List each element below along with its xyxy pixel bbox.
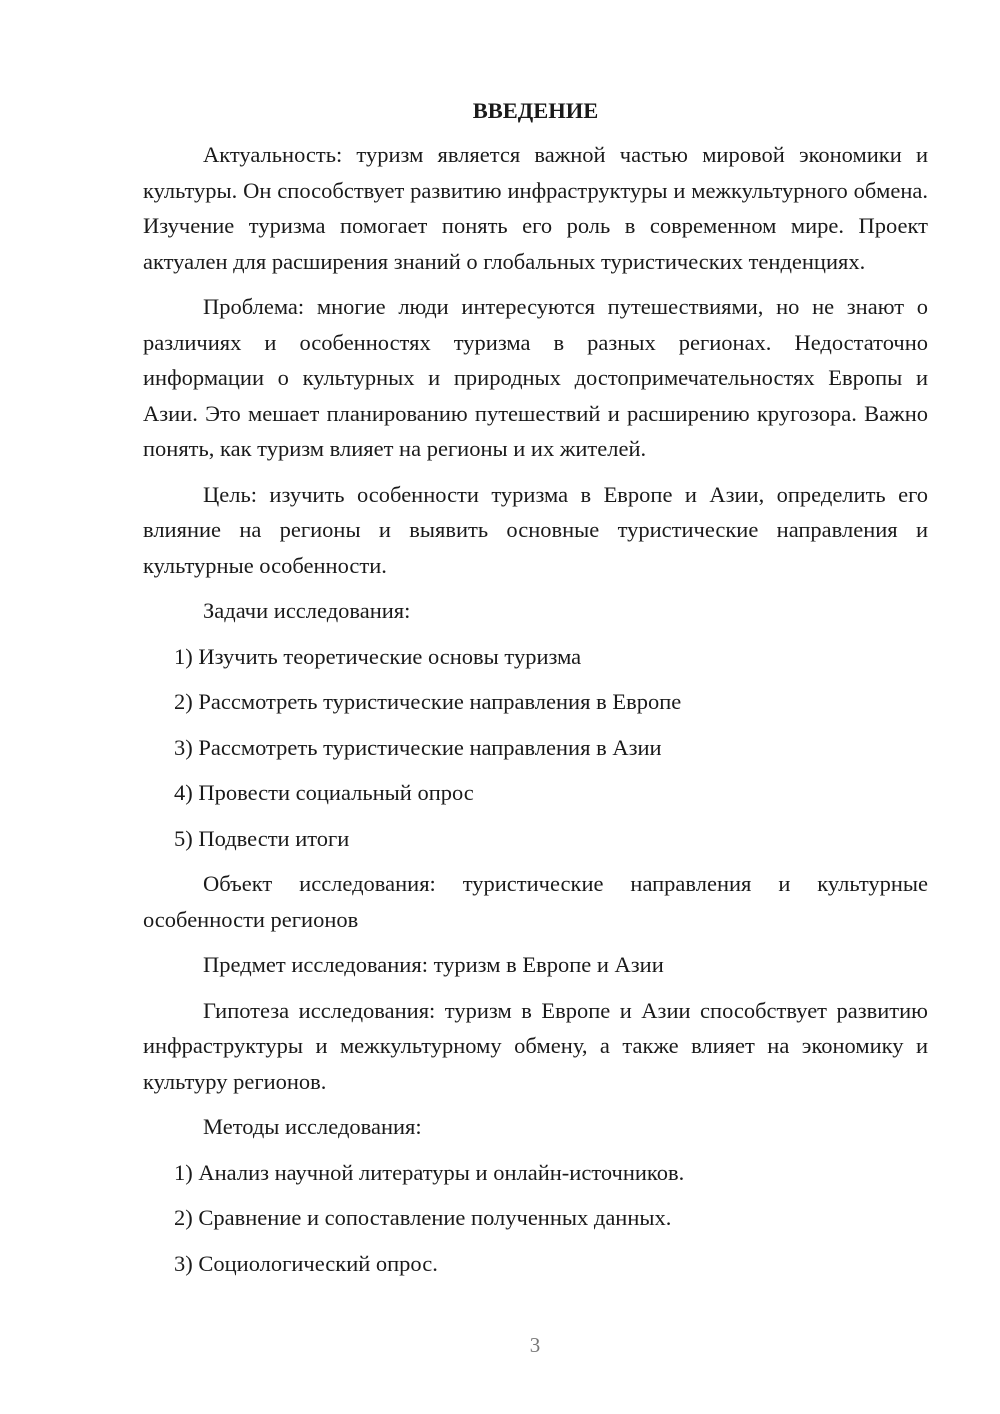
page-content [143,95,928,1291]
task-item: 5) Подвести итоги [174,825,350,851]
subject-paragraph: Предмет исследования: туризм в Европе и Азии [203,952,664,977]
task-item: 1) Изучить теоретические основы туризма [174,643,582,669]
relevance-paragraph: Актуальность: туризм является важной частью мировой экономики и культуры. Он способствует развитию инфраструктуры и межкультурного обмена. Изучение туризма помогает понять его роль в современном мире. Проект актуален для расширения знаний о глобальных туристических тенденциях. [143,142,928,274]
method-item: 1) Анализ научной литературы и онлайн-источников. [174,1159,685,1185]
object-paragraph: Объект исследования: туристические направления и культурные особенности регионов [143,871,928,932]
goal-paragraph: Цель: изучить особенности туризма в Европе и Азии, определить его влияние на регионы и выявить основные туристические направления и культурные особенности. [143,481,928,578]
tasks-heading: Задачи исследования: [203,598,411,623]
method-item: 3) Социологический опрос. [174,1250,438,1276]
problem-paragraph: Проблема: многие люди интересуются путешествиями, но не знают о различиях и особенностях туризма в разных регионах. Недостаточно информации о культурных и природных достопримечательностях Европы и Азии. Это мешает планированию путешествий и расширению кругозора. Важно понять, как туризм влияет на регионы и их жителей. [143,294,928,461]
hypothesis-paragraph: Гипотеза исследования: туризм в Европе и Азии способствует развитию инфраструктуры и межкультурному обмену, а также влияет на экономику и культуру регионов. [143,997,928,1094]
page-number: 3 [529,1333,541,1357]
task-item: 4) Провести социальный опрос [174,780,474,805]
method-item: 2) Сравнение и сопоставление полученных данных. [174,1205,672,1230]
methods-heading: Методы исследования: [203,1114,422,1139]
section-title: ВВЕДЕНИЕ [472,98,599,123]
task-item: 3) Рассмотреть туристические направления в Азии [174,734,662,760]
task-item: 2) Рассмотреть туристические направления в Европе [174,689,682,714]
